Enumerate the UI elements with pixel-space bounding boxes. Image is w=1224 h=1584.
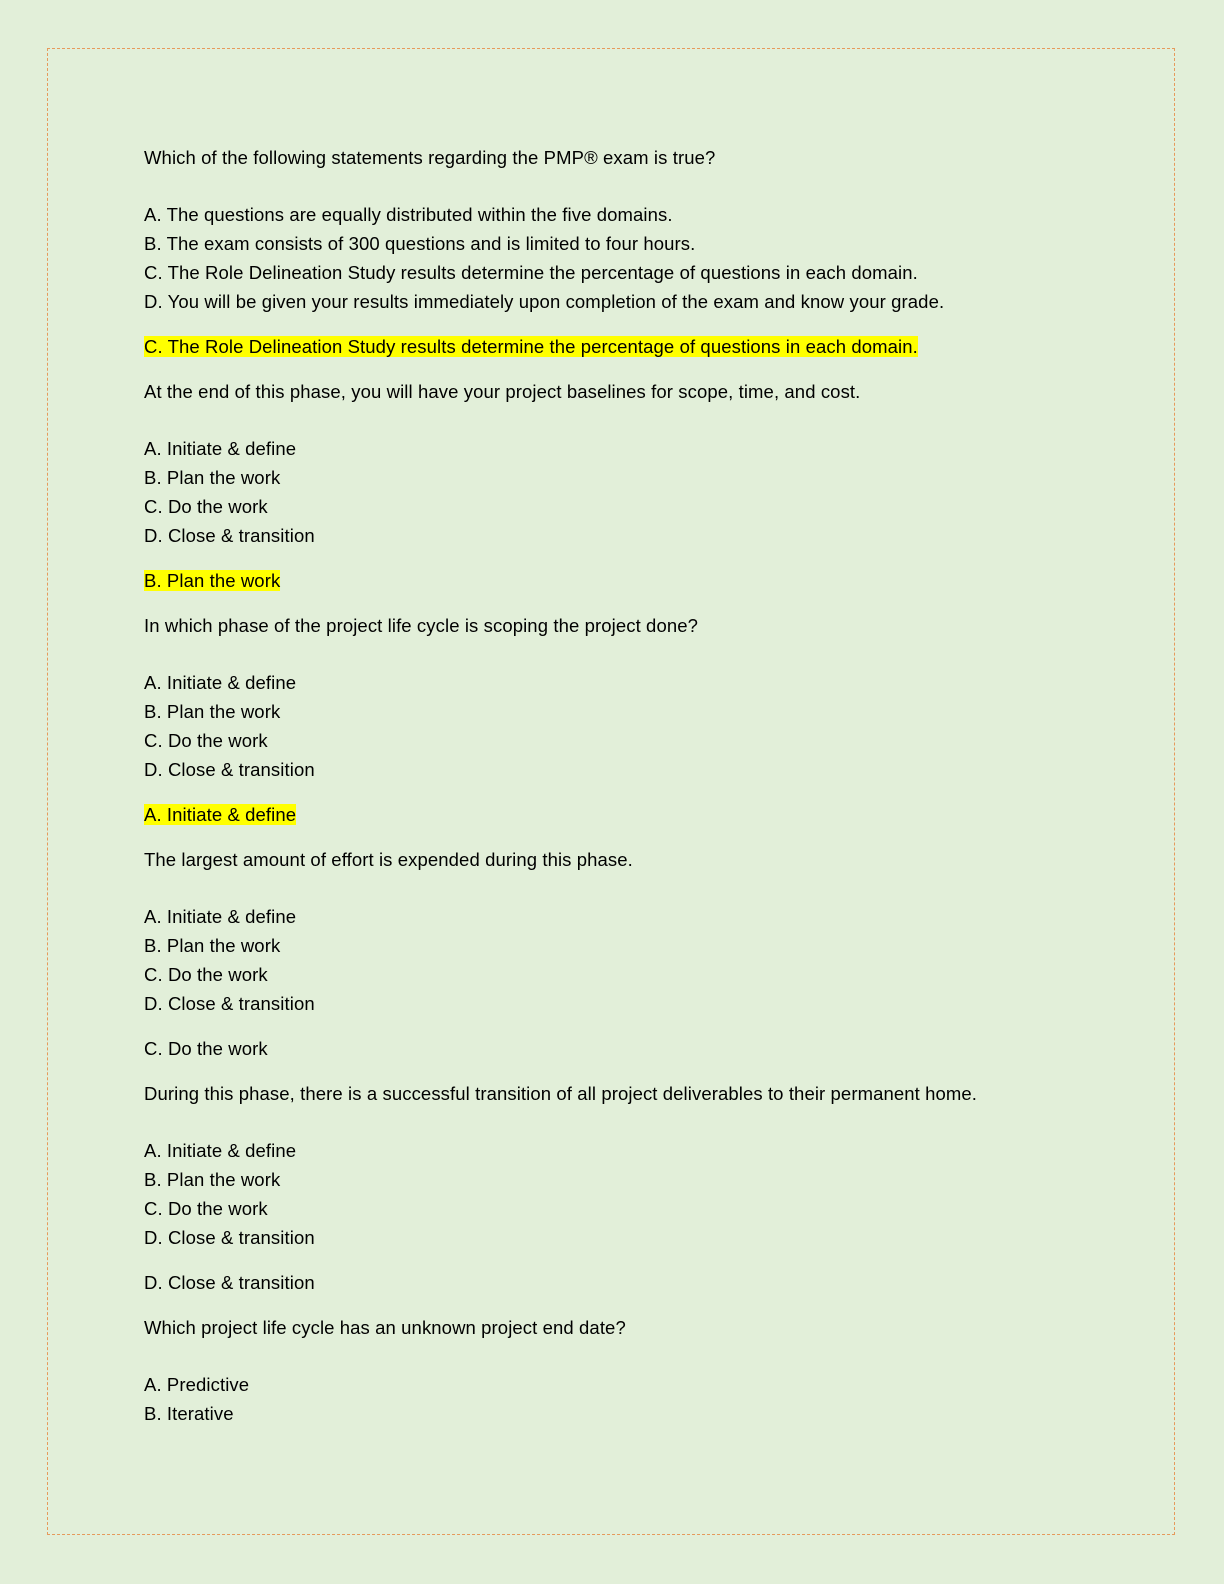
question-text: Which project life cycle has an unknown project end date?: [144, 1317, 626, 1338]
option-item: A. Initiate & define: [144, 906, 297, 927]
option-item: D. Close & transition: [144, 525, 315, 546]
answer-highlighted: A. Initiate & define: [144, 804, 297, 825]
option-item: B. Plan the work: [144, 935, 281, 956]
option-item: C. Do the work: [144, 496, 268, 517]
question-block: [144, 143, 1144, 377]
question-block: [144, 1313, 1144, 1428]
option-item: A. Initiate & define: [144, 672, 297, 693]
option-item: B. Plan the work: [144, 1169, 281, 1190]
options-list: [144, 668, 1144, 784]
answer-line: [144, 1268, 1144, 1297]
question-text: During this phase, there is a successful transition of all project deliverables to their permanent home.: [144, 1083, 978, 1104]
answer-line: [144, 1034, 1144, 1063]
options-list: [144, 1370, 1144, 1428]
question-block: [144, 377, 1144, 611]
answer-line: [144, 566, 1144, 595]
answer-highlighted: C. The Role Delineation Study results determine the percentage of questions in each domain.: [144, 336, 918, 357]
option-item: B. Plan the work: [144, 467, 281, 488]
option-item: A. Predictive: [144, 1374, 250, 1395]
option-item: D. Close & transition: [144, 1227, 315, 1248]
answer-line: [144, 332, 1144, 361]
option-item: C. Do the work: [144, 1198, 268, 1219]
option-item: B. Iterative: [144, 1403, 234, 1424]
options-list: [144, 1136, 1144, 1252]
question-block: [144, 845, 1144, 1079]
answer-text: C. Do the work: [144, 1038, 268, 1059]
option-item: C. Do the work: [144, 730, 268, 751]
question-block: [144, 1079, 1144, 1313]
question-text: Which of the following statements regarding the PMP® exam is true?: [144, 147, 716, 168]
options-list: [144, 902, 1144, 1018]
document-content: [144, 143, 1144, 1428]
question-text: The largest amount of effort is expended during this phase.: [144, 849, 633, 870]
option-item: D. You will be given your results immediately upon completion of the exam and know your grade.: [144, 291, 945, 312]
answer-line: [144, 800, 1144, 829]
question-block: [144, 611, 1144, 845]
option-item: C. Do the work: [144, 964, 268, 985]
question-text: At the end of this phase, you will have your project baselines for scope, time, and cost.: [144, 381, 861, 402]
question-text: In which phase of the project life cycle is scoping the project done?: [144, 615, 698, 636]
option-item: A. The questions are equally distributed within the five domains.: [144, 204, 673, 225]
options-list: [144, 200, 1144, 316]
answer-text: D. Close & transition: [144, 1272, 315, 1293]
option-item: D. Close & transition: [144, 759, 315, 780]
option-item: C. The Role Delineation Study results determine the percentage of questions in each domain.: [144, 262, 918, 283]
answer-highlighted: B. Plan the work: [144, 570, 281, 591]
option-item: A. Initiate & define: [144, 438, 297, 459]
option-item: A. Initiate & define: [144, 1140, 297, 1161]
option-item: B. Plan the work: [144, 701, 281, 722]
option-item: D. Close & transition: [144, 993, 315, 1014]
options-list: [144, 434, 1144, 550]
option-item: B. The exam consists of 300 questions and is limited to four hours.: [144, 233, 696, 254]
